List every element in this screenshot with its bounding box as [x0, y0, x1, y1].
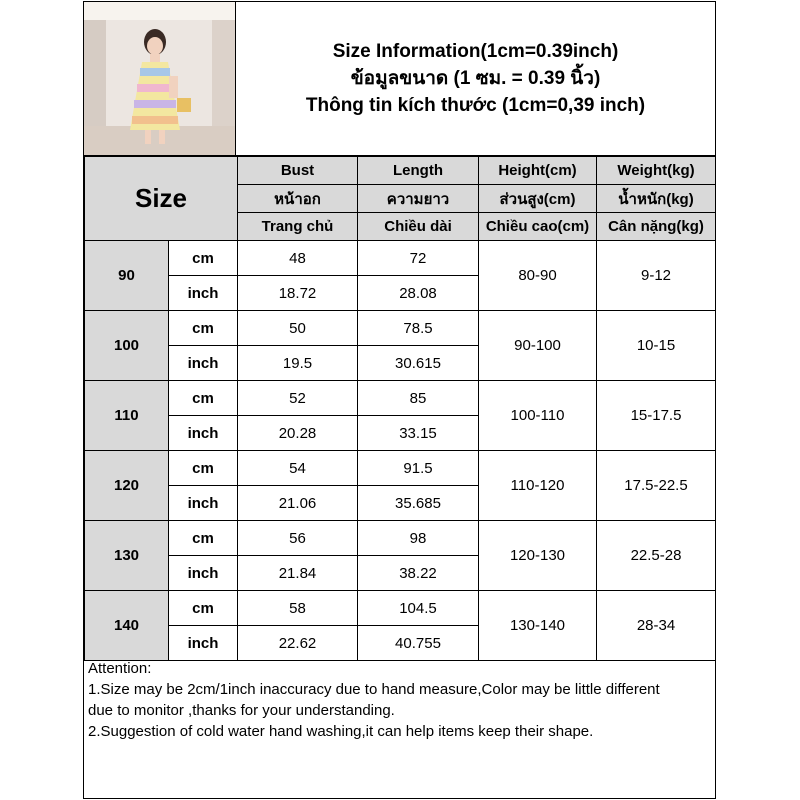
- product-photo: [84, 2, 236, 156]
- unit-cm: cm: [169, 451, 238, 486]
- col-height-en: Height(cm): [479, 157, 597, 185]
- col-bust-vi: Trang chủ: [238, 213, 358, 241]
- col-bust-en: Bust: [238, 157, 358, 185]
- table-row: [85, 311, 716, 346]
- col-weight-en: Weight(kg): [597, 157, 716, 185]
- table-row: [85, 241, 716, 276]
- bust-inch: 20.28: [238, 416, 358, 451]
- weight-range: 9-12: [597, 241, 716, 311]
- size-label: 100: [85, 311, 169, 381]
- bust-cm: 50: [238, 311, 358, 346]
- weight-range: 17.5-22.5: [597, 451, 716, 521]
- col-weight-vi: Cân nặng(kg): [597, 213, 716, 241]
- height-range: 90-100: [479, 311, 597, 381]
- bust-cm: 54: [238, 451, 358, 486]
- unit-cm: cm: [169, 591, 238, 626]
- size-label: 130: [85, 521, 169, 591]
- size-label: 120: [85, 451, 169, 521]
- size-column-title: Size: [85, 157, 238, 241]
- unit-cm: cm: [169, 521, 238, 556]
- size-label: 90: [85, 241, 169, 311]
- table-row: [85, 381, 716, 416]
- title-thai: ข้อมูลขนาด (1 ซม. = 0.39 นิ้ว): [350, 68, 601, 89]
- title-english: Size Information(1cm=0.39inch): [332, 41, 619, 62]
- unit-inch: inch: [169, 626, 238, 661]
- weight-range: 15-17.5: [597, 381, 716, 451]
- height-range: 80-90: [479, 241, 597, 311]
- col-height-th: ส่วนสูง(cm): [479, 185, 597, 213]
- length-inch: 30.615: [358, 346, 479, 381]
- size-label: 110: [85, 381, 169, 451]
- length-inch: 38.22: [358, 556, 479, 591]
- unit-inch: inch: [169, 346, 238, 381]
- weight-range: 28-34: [597, 591, 716, 661]
- attention-notes: [84, 658, 715, 798]
- unit-inch: inch: [169, 276, 238, 311]
- height-range: 120-130: [479, 521, 597, 591]
- bust-cm: 58: [238, 591, 358, 626]
- col-height-vi: Chiều cao(cm): [479, 213, 597, 241]
- length-cm: 78.5: [358, 311, 479, 346]
- table-row: [85, 521, 716, 556]
- note-line: 2.Suggestion of cold water hand washing,it can help items keep their shape.: [88, 723, 594, 740]
- size-table: [84, 156, 716, 661]
- bust-inch: 19.5: [238, 346, 358, 381]
- unit-cm: cm: [169, 311, 238, 346]
- unit-cm: cm: [169, 241, 238, 276]
- size-information-header: [236, 2, 715, 156]
- table-row: [85, 591, 716, 626]
- col-length-en: Length: [358, 157, 479, 185]
- height-range: 100-110: [479, 381, 597, 451]
- length-inch: 35.685: [358, 486, 479, 521]
- unit-inch: inch: [169, 486, 238, 521]
- weight-range: 22.5-28: [597, 521, 716, 591]
- col-weight-th: น้ำหนัก(kg): [597, 185, 716, 213]
- note-line: 1.Size may be 2cm/1inch inaccuracy due to hand measure,Color may be little different: [88, 681, 660, 698]
- unit-cm: cm: [169, 381, 238, 416]
- length-inch: 40.755: [358, 626, 479, 661]
- title-vietnamese: Thông tin kích thước (1cm=0,39 inch): [305, 95, 646, 116]
- length-cm: 98: [358, 521, 479, 556]
- length-cm: 91.5: [358, 451, 479, 486]
- height-range: 110-120: [479, 451, 597, 521]
- col-length-th: ความยาว: [358, 185, 479, 213]
- bust-cm: 48: [238, 241, 358, 276]
- bust-inch: 22.62: [238, 626, 358, 661]
- note-heading: Attention:: [88, 660, 152, 677]
- unit-inch: inch: [169, 556, 238, 591]
- bust-inch: 21.84: [238, 556, 358, 591]
- length-inch: 33.15: [358, 416, 479, 451]
- length-cm: 85: [358, 381, 479, 416]
- note-line: due to monitor ,thanks for your understanding.: [88, 702, 395, 719]
- table-row: [85, 451, 716, 486]
- bust-inch: 18.72: [238, 276, 358, 311]
- col-bust-th: หน้าอก: [238, 185, 358, 213]
- bust-cm: 52: [238, 381, 358, 416]
- size-label: 140: [85, 591, 169, 661]
- height-range: 130-140: [479, 591, 597, 661]
- weight-range: 10-15: [597, 311, 716, 381]
- child-dress-photo-illustration: [84, 2, 236, 156]
- length-cm: 72: [358, 241, 479, 276]
- length-cm: 104.5: [358, 591, 479, 626]
- bust-inch: 21.06: [238, 486, 358, 521]
- col-length-vi: Chiều dài: [358, 213, 479, 241]
- unit-inch: inch: [169, 416, 238, 451]
- bust-cm: 56: [238, 521, 358, 556]
- length-inch: 28.08: [358, 276, 479, 311]
